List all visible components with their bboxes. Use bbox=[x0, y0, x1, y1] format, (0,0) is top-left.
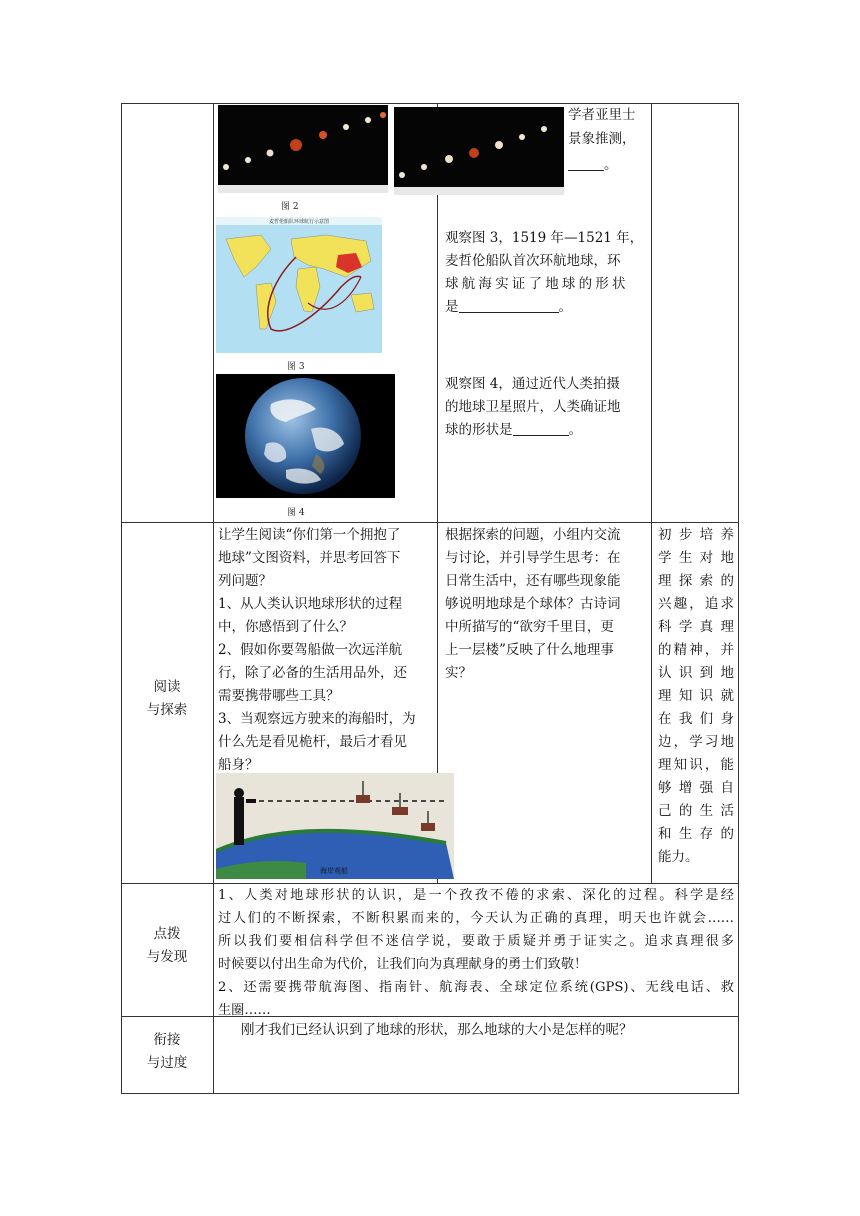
observe-fig3: 观察图 3，1519 年—1521 年， 麦哲伦船队首次环航地球，环 球航海实证了地球的形状 是 。 bbox=[445, 230, 644, 315]
fig4-caption: 图 4 bbox=[287, 508, 305, 518]
col-divider bbox=[437, 103, 438, 883]
fig5-caption: 海岸观船 bbox=[320, 867, 348, 875]
col-divider bbox=[213, 103, 214, 1094]
fragment-line-2: 景象推测， bbox=[568, 131, 636, 147]
design-intent: 初步培养 学生对地 理探索的 兴趣，追求 科学真理 的精神，并 认识到地 理知识就 在我们身 边，学习地 理知识，能 够增强自 己的生活 和生存的 能力。 bbox=[658, 527, 734, 865]
col-divider bbox=[651, 103, 652, 883]
lesson-table bbox=[121, 103, 739, 1094]
earth-satellite-photo bbox=[216, 374, 395, 498]
fig3-map-title: 麦哲伦船队环球航行示意图 bbox=[268, 219, 330, 225]
lunar-eclipse-photo-2 bbox=[394, 107, 564, 195]
student-activity: 根据探索的问题，小组内交流 与讨论，并引导学生思考：在 日常生活中，还有哪些现象能 够说明地球是个球体？古诗词 中所描写的“欲穷千里目，更 上一层楼”反映了什么地理事 实？ bbox=[445, 527, 621, 681]
table-border-right bbox=[738, 103, 739, 1094]
row-label-read-explore: 阅读 与探索 bbox=[146, 679, 188, 718]
observe-fig4: 观察图 4，通过近代人类拍摄 的地球卫星照片，人类确证地 球的形状是 。 bbox=[445, 376, 621, 438]
magellan-voyage-map bbox=[216, 217, 382, 353]
fragment-line-1: 学者亚里士 bbox=[568, 107, 636, 123]
fig3-caption: 图 3 bbox=[287, 362, 305, 372]
teacher-activity: 让学生阅读“你们第一个拥抱了 地球”文图资料，并思考回答下 列问题？ 1、从人类认识地球形状的过程 中，你感悟到了什么？ 2、假如你要驾船做一次远洋航 行，除了必备的生活用品外，还 需要携带哪些工具？ 3、当观察远方驶来的海船时，为 什么先是看见桅杆，最后才看见 船身？ bbox=[218, 527, 416, 773]
row-label-transition: 衔接 与过度 bbox=[146, 1032, 188, 1071]
ship-observation-image bbox=[216, 773, 454, 879]
fig2-caption: 图 2 bbox=[281, 202, 299, 212]
guide-discover-text: 1、人类对地球形状的认识，是一个孜孜不倦的求索、深化的过程。科学是经 过人们的不断探索，不断积累而来的，今天认为正确的真理，明天也许就会…… 所以我们要相信科学但不迷信学说，要敢于质疑并勇于证实之。追求真理很多 时候要以付出生命为代价，让我们向为真理献身的勇士们致敬！ 2、还需要携带航海图、指南针、航海表、全球定位系统(GPS)、无线电话、救 生圈…… bbox=[218, 888, 734, 1018]
row-label-guide-discover: 点拨 与发现 bbox=[146, 926, 188, 965]
fragment-line-3: 。 bbox=[568, 154, 648, 177]
transition-text: 刚才我们已经认识到了地球的形状，那么地球的大小是怎样的呢？ bbox=[241, 1022, 633, 1038]
lunar-eclipse-photo-1 bbox=[218, 105, 388, 193]
